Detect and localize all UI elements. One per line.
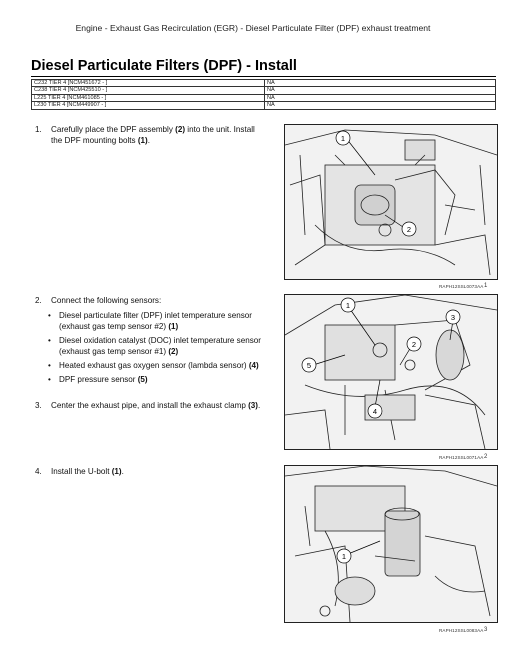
- callout-2: 2: [406, 225, 412, 234]
- callout-1: 1: [345, 301, 351, 310]
- figure-3-number: 3: [484, 627, 488, 633]
- step-number: 1.: [35, 125, 42, 134]
- figure-1-caption: RAPH12SSL0073AA: [439, 284, 484, 289]
- callout-1: 1: [341, 552, 347, 561]
- step-number: 4.: [35, 467, 42, 476]
- step-text: Install the U-bolt (1).: [51, 467, 124, 476]
- ubolt-line-drawing: [285, 466, 497, 622]
- figure-2-illustration: [284, 294, 498, 450]
- figure-3-caption: RAPH12SSL0083AA: [439, 628, 484, 633]
- step-number: 2.: [35, 296, 42, 305]
- table-row: [32, 102, 496, 109]
- list-item: • Diesel oxidation catalyst (DOC) inlet temperature sensor (exhaust gas temp sensor #1) (2): [48, 335, 261, 357]
- page-title: Diesel Particulate Filters (DPF) - Install: [31, 58, 297, 74]
- sensor-line-drawing: [285, 295, 497, 449]
- step-text: Center the exhaust pipe, and install the exhaust clamp (3).: [51, 401, 261, 410]
- table-row: [32, 80, 496, 87]
- list-item: • Heated exhaust gas oxygen sensor (lambda sensor) (4): [48, 360, 259, 370]
- model-cell: L225 TIER 4 [NCM461085 - ]: [32, 94, 265, 101]
- step-number: 3.: [35, 401, 42, 410]
- model-cell: C232 TIER 4 [NCM451672 - ]: [32, 80, 265, 87]
- callout-5: 5: [306, 361, 312, 370]
- callout-1: 1: [340, 134, 346, 143]
- engine-line-drawing: [285, 125, 497, 279]
- figure-1-number: 1: [484, 283, 488, 289]
- callout-2: 2: [411, 340, 417, 349]
- figure-3-illustration: [284, 465, 498, 623]
- table-row: [32, 94, 496, 101]
- figure-2-number: 2: [484, 454, 488, 460]
- value-cell: NA: [265, 102, 496, 109]
- callout-4: 4: [372, 407, 378, 416]
- list-item: • Diesel particulate filter (DPF) inlet temperature sensor (exhaust gas temp sensor #2) (1): [48, 311, 252, 332]
- value-cell: NA: [265, 87, 496, 94]
- figure-1-illustration: [284, 124, 498, 280]
- step-text: Carefully place the DPF assembly (2) into the unit. Install the DPF mounting bolts (1).: [51, 125, 255, 146]
- model-cell: L230 TIER 4 [NCM449907 - ]: [32, 102, 265, 109]
- table-row: [32, 87, 496, 94]
- callout-3: 3: [450, 313, 456, 322]
- figure-2-caption: RAPH12SSL0071AA: [439, 455, 484, 460]
- sensor-list: [46, 310, 268, 387]
- list-item: • DPF pressure sensor (5): [48, 374, 148, 384]
- value-cell: NA: [265, 94, 496, 101]
- model-cell: C238 TIER 4 [NCM425510 - ]: [32, 87, 265, 94]
- page-header: Engine - Exhaust Gas Recirculation (EGR) - Diesel Particulate Filter (DPF) exhaust treatment: [75, 23, 431, 33]
- value-cell: NA: [265, 80, 496, 87]
- step-text: Connect the following sensors:: [51, 296, 162, 305]
- applicability-table: [31, 79, 496, 110]
- title-divider: [31, 76, 496, 77]
